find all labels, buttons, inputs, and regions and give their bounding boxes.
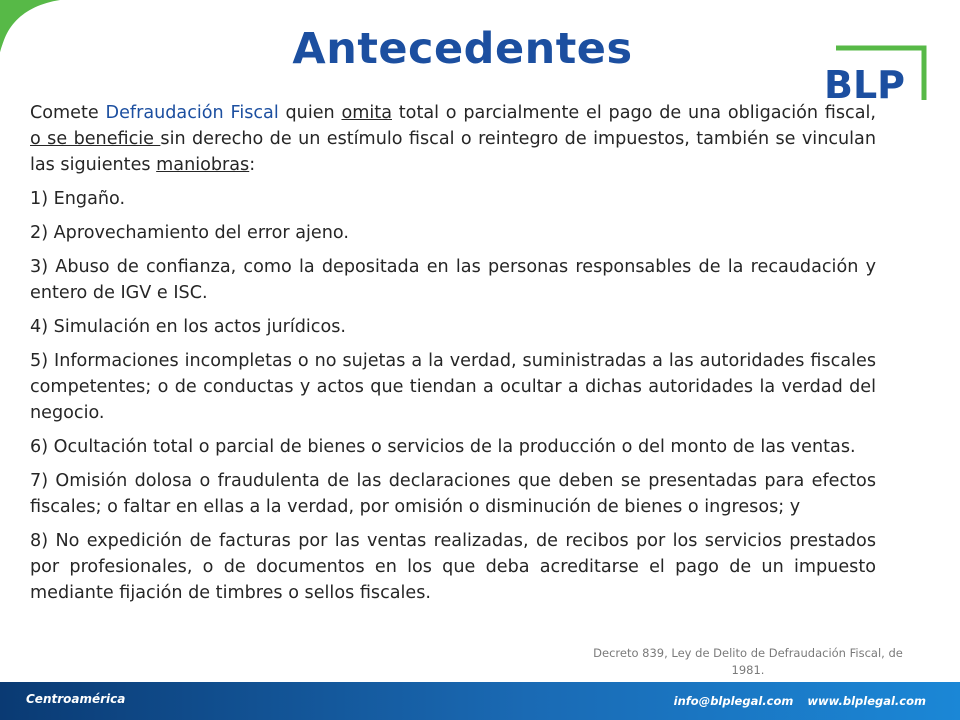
- list-item: 2) Aprovechamiento del error ajeno.: [30, 223, 349, 243]
- list-item: 7) Omisión dolosa o fraudulenta de las declaraciones que deben se presentadas para efectos fiscales; o faltar en ellas a la verdad, por omisión o disminución de bienes o ingresos; y: [30, 471, 876, 517]
- footer-region: Centroamérica: [26, 692, 126, 706]
- intro-beneficie: o se beneficie: [30, 129, 161, 149]
- footer-email[interactable]: info@blplegal.com: [673, 694, 794, 708]
- list-item: 3) Abuso de confianza, como la depositada en las personas responsables de la recaudación y entero de IGV e ISC.: [30, 257, 876, 303]
- intro-mid2: total o parcialmente el pago de una obligación fiscal,: [391, 103, 876, 123]
- intro-end: :: [249, 155, 256, 175]
- intro-omita: omita: [341, 103, 392, 123]
- intro-term: Defraudación Fiscal: [105, 103, 279, 123]
- intro-pre: Comete: [30, 103, 106, 123]
- list-item: 8) No expedición de facturas por las ventas realizadas, de recibos por los servicios prestados por profesionales, o de documentos en los que deba acreditarse el pago de un impuesto mediante fijación de timbres o sellos fiscales.: [30, 531, 876, 603]
- intro-mid1: quien: [278, 103, 342, 123]
- intro-mid3: sin derecho de un estímulo fiscal o reintegro de impuestos, también se vinculan las siguientes: [30, 129, 876, 175]
- intro-maniobras: maniobras: [156, 155, 250, 175]
- list-item: 4) Simulación en los actos jurídicos.: [30, 317, 347, 337]
- source-citation: Decreto 839, Ley de Delito de Defraudación Fiscal, de 1981.: [593, 646, 903, 677]
- footer-bar: [0, 682, 960, 720]
- list-item: 6) Ocultación total o parcial de bienes o servicios de la producción o del monto de las ventas.: [30, 437, 856, 457]
- page-title: Antecedentes: [292, 24, 633, 74]
- logo-text: BLP: [824, 63, 906, 106]
- footer-contact: [660, 694, 926, 708]
- list-item: 5) Informaciones incompletas o no sujetas a la verdad, suministradas a las autoridades fiscales competentes; o de conductas y actos que tiendan a ocultar a dichas autoridades la verdad del negocio.: [30, 351, 876, 423]
- footer-website[interactable]: www.blplegal.com: [807, 694, 926, 708]
- body-text: [30, 100, 876, 614]
- intro-paragraph: [30, 100, 876, 178]
- blp-logo: [820, 42, 932, 106]
- list-item: 1) Engaño.: [30, 189, 126, 209]
